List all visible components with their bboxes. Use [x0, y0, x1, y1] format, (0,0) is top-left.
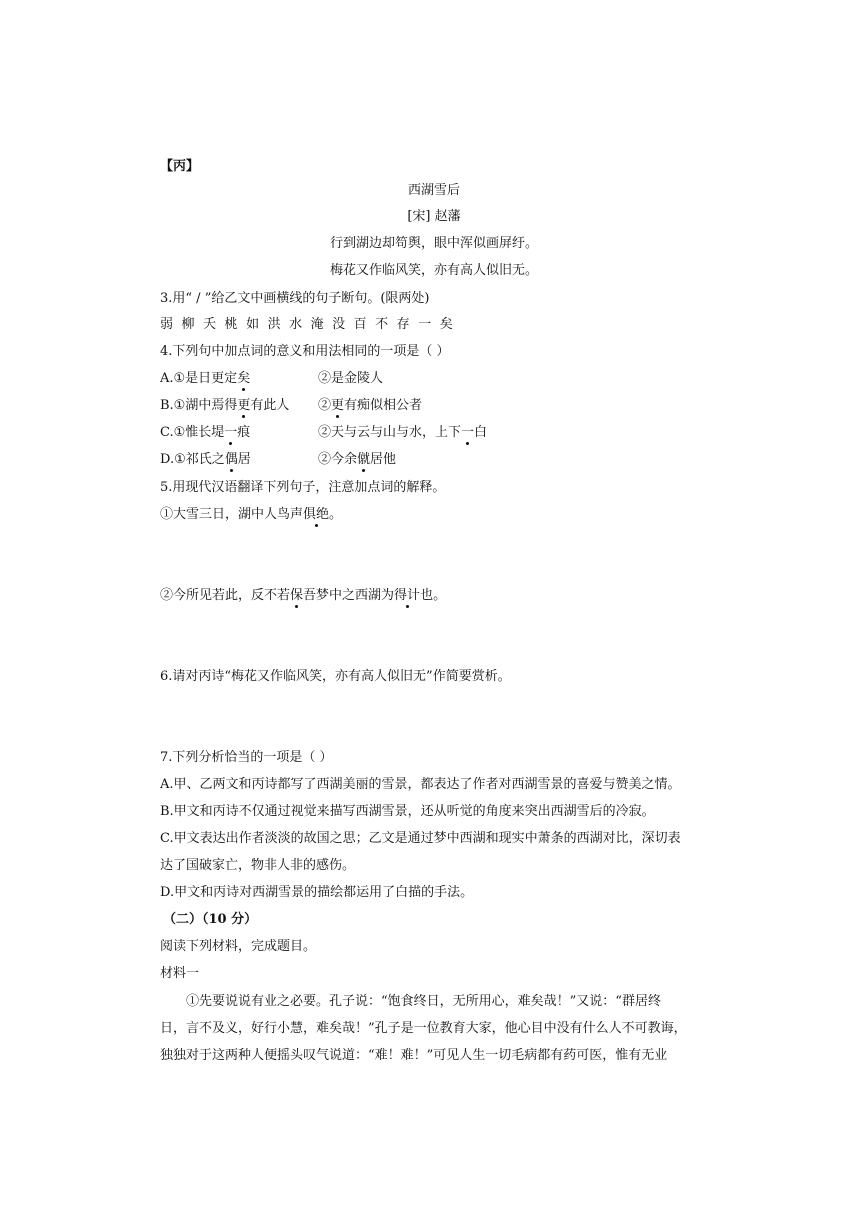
sentence-char: 存: [396, 317, 410, 332]
question-7-option-c-line-2: 达了国破家亡，物非人非的感伤。: [160, 858, 356, 873]
material-1-paragraph-line-2: 日，言不及义，好行小慧，难矣哉！”孔子是一位教育大家，他心目中没有什么人不可教诲，: [160, 1021, 687, 1036]
poem-line-2: 梅花又作临风笑，亦有高人似旧无。: [329, 263, 538, 278]
question-5-prompt: 5.用现代汉语翻译下列句子，注意加点词的解释。: [160, 480, 446, 495]
sentence-char: 淹: [310, 317, 324, 332]
sentence-char: 桃: [224, 317, 238, 332]
sentence-char: 没: [332, 317, 346, 332]
material-1-paragraph-line-3: 独独对于这两种人便摇头叹气说道：“难！难！”可见人生一切毛病都有药可医，惟有无业: [160, 1048, 668, 1063]
material-1-label: 材料一: [160, 966, 200, 981]
dotted-word: 俱绝: [303, 507, 330, 522]
sentence-char: 不: [375, 317, 389, 332]
poem-title: 西湖雪后: [407, 183, 460, 198]
dotted-word: 更: [237, 398, 251, 413]
question-7-option-d: D.甲文和丙诗对西湖雪景的描绘都运用了白描的手法。: [160, 885, 474, 900]
sentence-char: 水: [289, 317, 303, 332]
question-3-prompt: 3.用“ / ”给乙文中画横线的句子断句。(限两处): [160, 291, 430, 306]
question-5-sentence-2: ②今所见若此，反不若保吾梦中之西湖为得计也。: [160, 588, 447, 603]
question-5-sentence-1: ①大雪三日，湖中人鸟声俱绝。: [160, 507, 343, 522]
question-4-option-c: C.①惟长堤一痕: [160, 425, 251, 440]
dotted-word: 一: [461, 425, 475, 440]
question-6-prompt: 6.请对丙诗“梅花又作临风笑，亦有高人似旧无”作简要赏析。: [160, 669, 511, 684]
dotted-word: 僦: [357, 452, 371, 467]
sentence-char: 百: [353, 317, 367, 332]
question-4-option-d-second: ②今余僦居他: [318, 452, 397, 467]
question-4-option-b: B.①湖中焉得更有此人: [160, 398, 290, 413]
question-4-prompt: 4.下列句中加点词的意义和用法相同的一项是（ ）: [160, 344, 450, 359]
sentence-char: 弱: [160, 317, 174, 332]
question-4-option-b-second: ②更有痴似相公者: [318, 398, 423, 413]
sentence-char: 洪: [267, 317, 281, 332]
sentence-char: 一: [418, 317, 432, 332]
question-4-option-d: D.①祁氏之偶居: [160, 452, 251, 467]
question-4-option-a: A.①是日更定矣: [160, 371, 251, 386]
question-7-option-c-line-1: C.甲文表达出作者淡淡的故国之思；乙文是通过梦中西湖和现实中萧条的西湖对比，深切表: [160, 831, 681, 846]
section-2-instruction: 阅读下列材料，完成题目。: [160, 939, 317, 954]
question-7-prompt: 7.下列分析恰当的一项是（ ）: [160, 750, 333, 765]
poem-author: [宋] 赵藩: [407, 209, 461, 224]
dotted-word: 偶: [224, 452, 238, 467]
dotted-word: 得计: [394, 588, 421, 603]
question-4-option-a-second: ②是金陵人: [318, 371, 384, 386]
dotted-word: 矣: [237, 371, 251, 386]
question-4-option-c-second: ②天与云与山与水，上下一白: [318, 425, 488, 440]
question-7-option-b: B.甲文和丙诗不仅通过视觉来描写西湖雪景，还从听觉的角度来突出西湖雪后的冷寂。: [160, 804, 655, 819]
material-1-paragraph-line-1: ①先要说说有业之必要。孔子说：“饱食终日，无所用心，难矣哉！”又说：“群居终: [186, 994, 661, 1009]
question-7-option-a: A.甲、乙两文和丙诗都写了西湖美丽的雪景，都表达了作者对西湖雪景的喜爱与赞美之情。: [160, 777, 681, 792]
dotted-word: 保: [290, 588, 304, 603]
sentence-char: 柳: [181, 317, 195, 332]
dotted-word: 更: [331, 398, 345, 413]
sentence-char: 夭: [203, 317, 217, 332]
dotted-word: 一: [224, 425, 238, 440]
sentence-char: 矣: [439, 317, 453, 332]
sentence-char: 如: [246, 317, 260, 332]
section-2-header: （二）（10 分）: [163, 912, 258, 927]
question-3-sentence: [160, 316, 461, 334]
poem-line-1: 行到湖边却笱舆，眼中浑似画屏纡。: [329, 236, 538, 251]
section-bing-header: 【丙】: [160, 159, 200, 174]
